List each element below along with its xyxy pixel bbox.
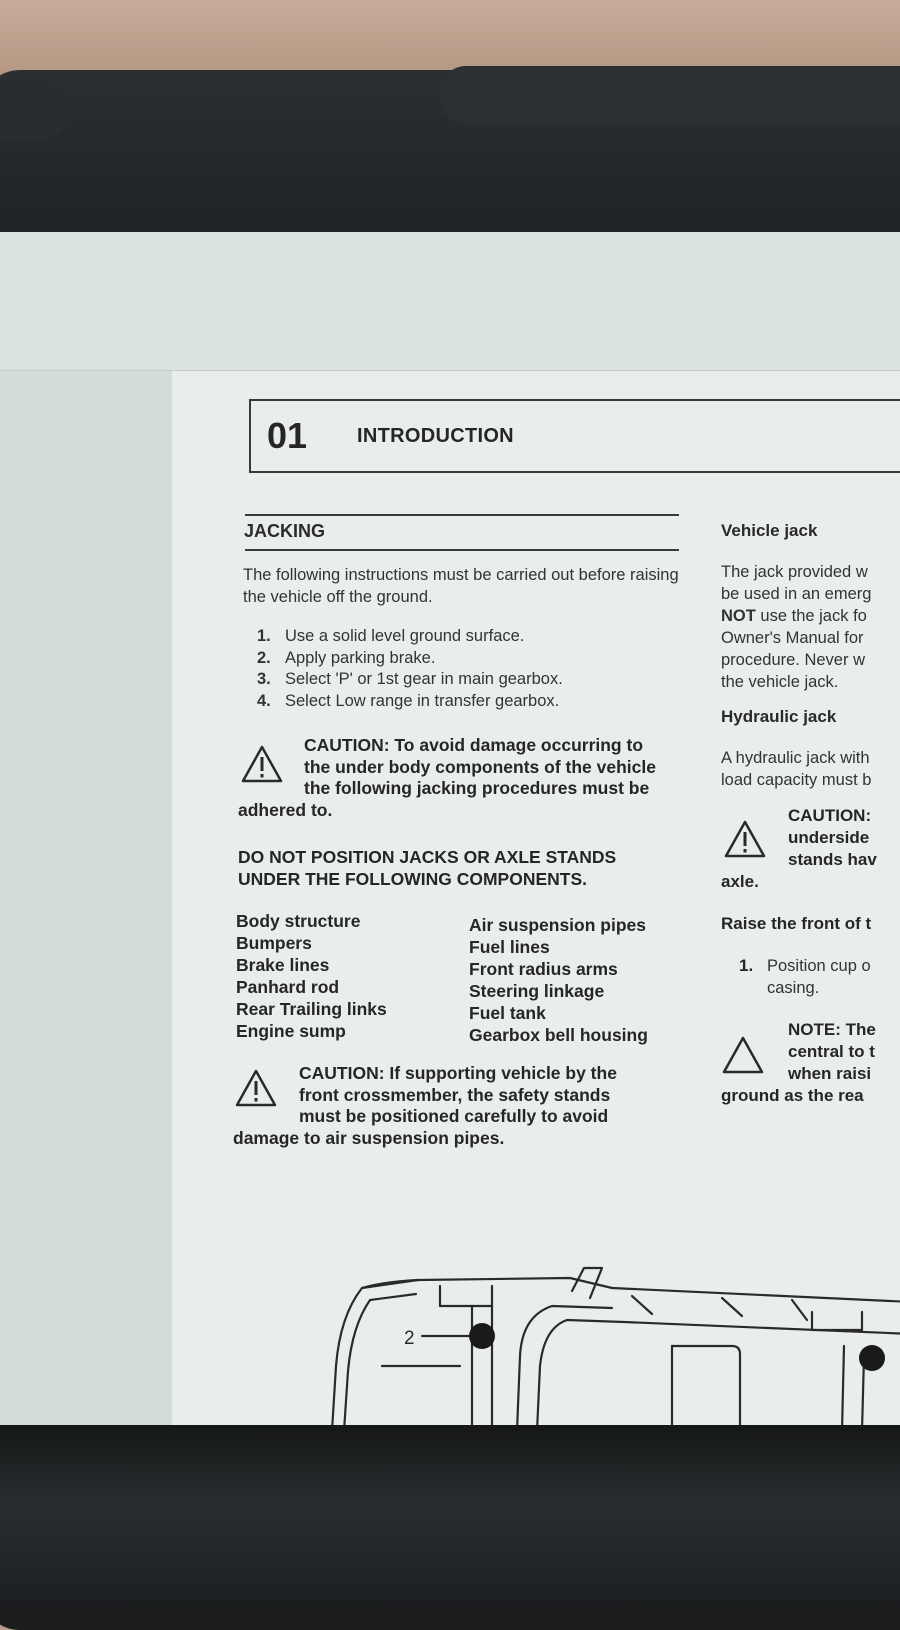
caution-undersbody-text xyxy=(238,735,688,821)
list-item xyxy=(257,692,563,714)
step-text: Select 'P' or 1st gear in main gearbox. xyxy=(285,670,563,688)
note-line: when raisi xyxy=(788,1064,872,1083)
tablet-bottom-bezel xyxy=(0,1425,900,1600)
caution-line: damage to air suspension pipes. xyxy=(233,1127,505,1148)
caution-line: the following jacking procedures must be xyxy=(304,778,650,798)
manual-page xyxy=(172,371,900,1425)
step-number: 4. xyxy=(257,691,271,710)
vehicle-jack-line: NOT use the jack fo xyxy=(721,607,867,625)
list-item: Body structure xyxy=(236,911,361,931)
caution-line: underside xyxy=(788,828,870,847)
right-column xyxy=(721,521,900,1171)
right-caution-block xyxy=(721,805,900,871)
section-title: JACKING xyxy=(244,521,326,541)
section-top-rule xyxy=(245,514,679,516)
caution-line: CAUTION: To avoid damage occurring to xyxy=(304,735,644,755)
list-item: Air suspension pipes xyxy=(469,915,646,935)
step-text: Position cup o xyxy=(767,957,871,975)
viewer-toolbar xyxy=(0,232,900,371)
vehicle-line-drawing xyxy=(322,1256,900,1425)
caution-line: CAUTION: If supporting vehicle by the xyxy=(299,1063,617,1083)
vehicle-jack-line: Owner's Manual for xyxy=(721,629,864,647)
section-bottom-rule xyxy=(245,549,679,551)
caution-line: axle. xyxy=(721,872,759,891)
list-item: Fuel tank xyxy=(469,1003,546,1023)
step-text: casing. xyxy=(767,979,820,997)
list-item xyxy=(257,670,563,692)
raise-front-heading: Raise the front of t xyxy=(721,914,872,933)
step-text: Apply parking brake. xyxy=(285,648,436,667)
vehicle-jack-line: The jack provided w xyxy=(721,563,868,581)
intro-paragraph: The following instructions must be carried out before raising the vehicle off the ground. xyxy=(243,566,679,606)
caution-crossmember-text xyxy=(233,1063,673,1149)
step-text: Use a solid level ground surface. xyxy=(285,627,525,645)
list-item: Front radius arms xyxy=(469,959,618,979)
list-item: Gearbox bell housing xyxy=(469,1025,648,1045)
hydraulic-jack-line: load capacity must b xyxy=(721,771,872,789)
callout-label: 2 xyxy=(404,1328,415,1349)
caution-line: stands hav xyxy=(788,850,877,869)
components-list-right xyxy=(469,915,648,1047)
step-number: 1. xyxy=(739,956,754,975)
jacking-point-marker xyxy=(859,1345,885,1371)
list-item: Steering linkage xyxy=(469,981,605,1001)
note-line: central to t xyxy=(788,1042,875,1061)
chapter-header xyxy=(249,399,900,473)
case-top-bumper xyxy=(440,66,900,124)
list-item: Brake lines xyxy=(236,955,330,975)
case-corner-bumper xyxy=(0,80,70,140)
chapter-number: 01 xyxy=(267,415,308,456)
vehicle-jack-line: be used in an emerg xyxy=(721,585,872,603)
hydraulic-jack-heading: Hydraulic jack xyxy=(721,707,837,726)
list-item xyxy=(721,955,900,999)
caution-line: must be positioned carefully to avoid xyxy=(299,1106,609,1126)
list-item: Rear Trailing links xyxy=(236,999,387,1019)
vehicle-jack-line: the vehicle jack. xyxy=(721,673,839,691)
list-item: Panhard rod xyxy=(236,977,340,997)
bold-word: NOT xyxy=(721,607,756,625)
step-number: 2. xyxy=(257,648,271,667)
step-text: Select Low range in transfer gearbox. xyxy=(285,691,560,710)
notice-line: UNDER THE FOLLOWING COMPONENTS. xyxy=(238,868,588,889)
caution-line: front crossmember, the safety stands xyxy=(299,1084,611,1105)
list-item xyxy=(257,627,563,649)
components-list-left xyxy=(236,911,387,1043)
vehicle-jack-heading: Vehicle jack xyxy=(721,521,818,540)
vehicle-jack-line: procedure. Never w xyxy=(721,651,865,669)
note-line: ground as the rea xyxy=(721,1086,864,1105)
tablet-screen xyxy=(0,232,900,1425)
jack-position-notice xyxy=(238,847,698,890)
list-item: Bumpers xyxy=(236,933,312,953)
jacking-point-marker xyxy=(469,1323,495,1349)
hydraulic-jack-line: A hydraulic jack with xyxy=(721,749,870,767)
right-note-block xyxy=(721,1019,900,1085)
caution-line: the under body components of the vehicle xyxy=(304,756,656,777)
step-number: 1. xyxy=(257,627,271,645)
warning-triangle-icon xyxy=(723,819,767,859)
list-item xyxy=(257,649,563,671)
caution-line: adhered to. xyxy=(238,799,333,820)
note-line: NOTE: The xyxy=(788,1020,876,1039)
viewer-gutter xyxy=(0,371,172,1425)
note-triangle-icon xyxy=(721,1035,765,1075)
list-item: Fuel lines xyxy=(469,937,550,957)
chapter-title: INTRODUCTION xyxy=(357,425,514,447)
caution-line: CAUTION: xyxy=(788,806,872,825)
jacking-steps-list xyxy=(257,627,563,713)
step-number: 3. xyxy=(257,670,271,688)
notice-line: DO NOT POSITION JACKS OR AXLE STANDS xyxy=(238,847,617,867)
list-item: Engine sump xyxy=(236,1021,346,1041)
